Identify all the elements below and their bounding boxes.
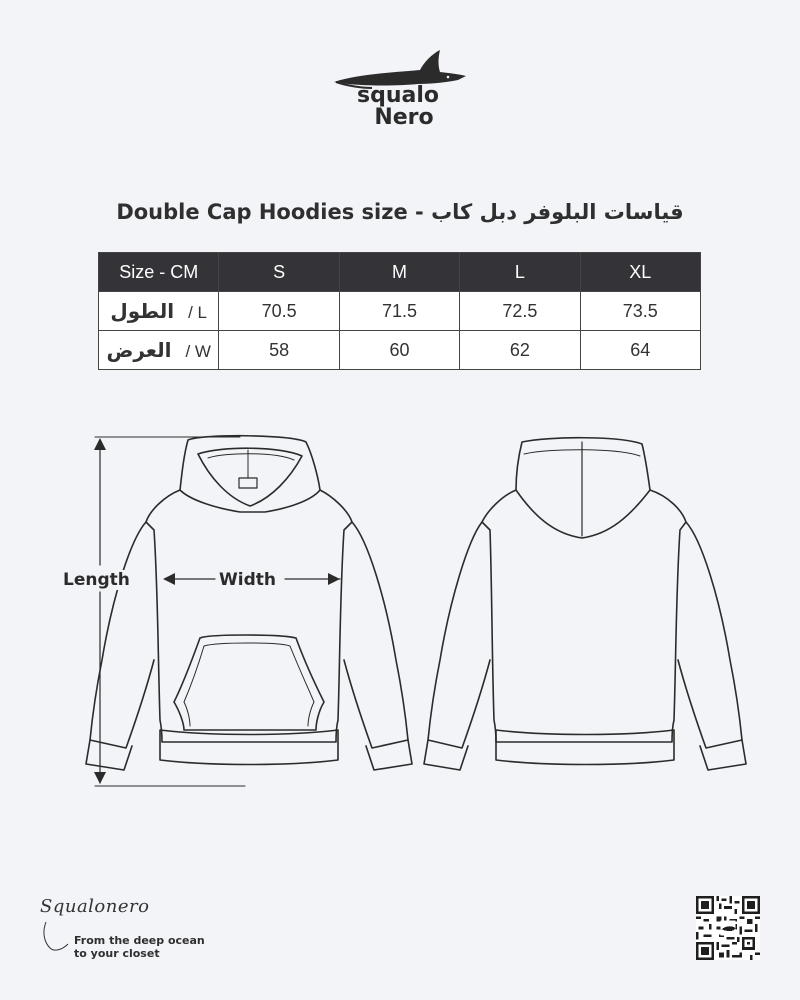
hoodie-front: [86, 436, 412, 770]
table-row: [99, 331, 701, 370]
row-label-latin: / L: [188, 303, 208, 322]
table-row: [99, 292, 701, 331]
table-cell: 73.5: [580, 292, 700, 331]
table-header-cell: XL: [580, 253, 700, 292]
tagline-line2: to your closet: [74, 947, 160, 960]
table-cell: 72.5: [460, 292, 580, 331]
logo-line1: squalo: [356, 83, 440, 108]
size-chart-table: [98, 252, 701, 370]
table-header-cell: S: [219, 253, 339, 292]
title-arabic: قياسات البلوفر دبل كاب: [431, 200, 684, 224]
table-cell: 62: [460, 331, 580, 370]
table-header-cell: M: [339, 253, 459, 292]
table-cell: 70.5: [219, 292, 339, 331]
table-header-cell: Size - CM: [99, 253, 219, 292]
brand-script-name: Squalonero: [40, 896, 150, 917]
tagline-line1: From the deep ocean: [74, 934, 205, 947]
squalo-nero-logo: [328, 46, 472, 130]
row-label-latin: / W: [185, 342, 211, 361]
table-header-row: [99, 253, 701, 292]
hoodie-back: [424, 438, 746, 770]
table-cell: 64: [580, 331, 700, 370]
table-cell: 71.5: [339, 292, 459, 331]
length-label: Length: [63, 570, 130, 590]
table-cell: 58: [219, 331, 339, 370]
title-english: Double Cap Hoodies size -: [116, 200, 424, 224]
row-label-length: [99, 292, 219, 331]
row-label-width: [99, 331, 219, 370]
qr-code: [696, 896, 760, 960]
table-header-cell: L: [460, 253, 580, 292]
hoodie-diagram: [50, 420, 760, 800]
width-label: Width: [216, 570, 279, 590]
table-cell: 60: [339, 331, 459, 370]
logo-line2: Nero: [374, 105, 434, 130]
row-label-arabic: العرض: [106, 338, 172, 362]
page-title: [0, 200, 800, 224]
row-label-arabic: الطول: [110, 299, 175, 323]
